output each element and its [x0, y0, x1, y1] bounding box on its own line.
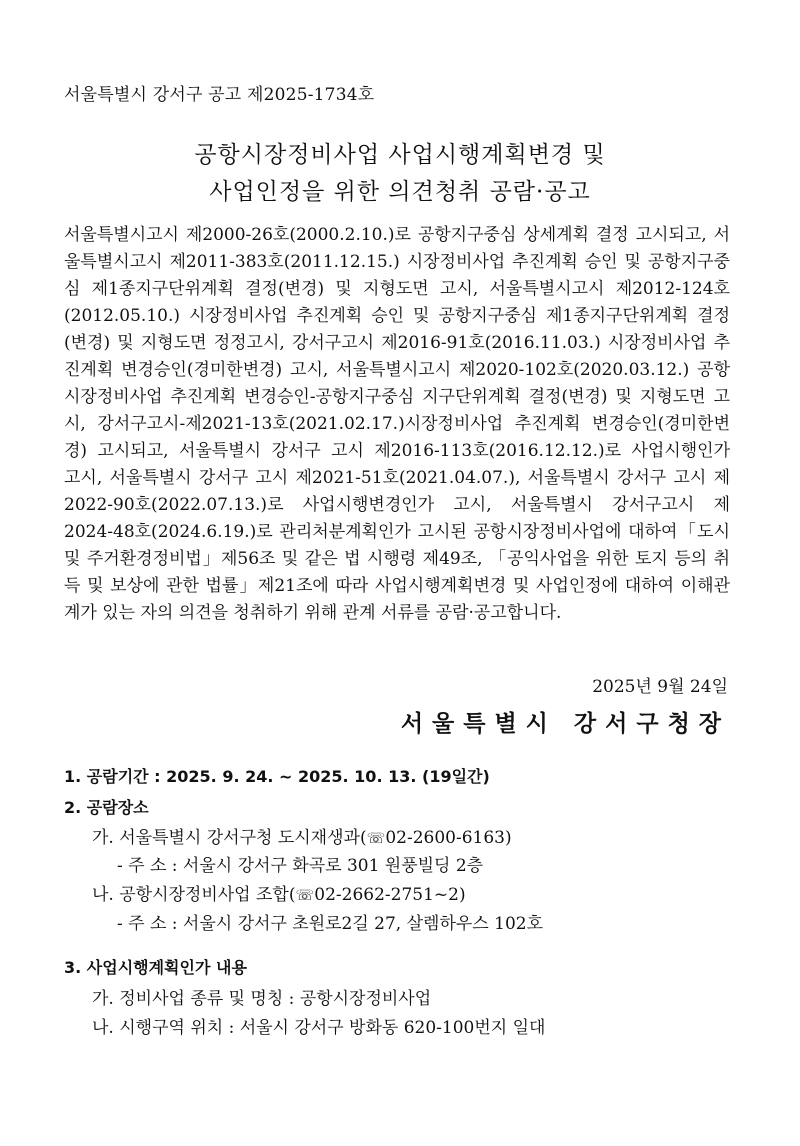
notice-date: 2025년 9월 24일 — [592, 677, 728, 697]
body-line: 2024-48호(2024.6.19.)로 관리처분계획인가 고시된 공항시장정비사업에 대하여「도시 — [64, 522, 730, 542]
body-line: (변경) 및 지형도면 정정고시, 강서구고시 제2016-91호(2016.11.03.) 시장정비사업 추 — [64, 333, 730, 353]
notice-number: 서울특별시 강서구 공고 제2025-1734호 — [64, 85, 375, 105]
place-a-name: 가. 서울특별시 강서구청 도시재생과( — [92, 828, 367, 848]
section-period: 1. 공람기간 : 2025. 9. 24. ~ 2025. 10. 13. (19일간) — [64, 767, 490, 786]
content-item-type: 가. 정비사업 종류 및 명칭 : 공항시장정비사업 — [92, 989, 432, 1009]
content-item-location: 나. 시행구역 위치 : 서울시 강서구 방화동 620-100번지 일대 — [92, 1018, 546, 1038]
place-a-phone: 02-2600-6163) — [385, 828, 512, 848]
body-line: 시장정비사업 추진계획 변경승인-공항지구중심 지구단위계획 결정(변경) 및 지형도면 고 — [64, 387, 730, 407]
issuer-name: 서울특별시 강서구청장 — [400, 710, 730, 737]
body-line: 서울특별시고시 제2000-26호(2000.2.10.)로 공항지구중심 상세계획 결정 고시되고, 서 — [64, 225, 730, 245]
body-line: (2012.05.10.) 시장정비사업 추진계획 승인 및 공항지구중심 제1종지구단위계획 결정 — [64, 306, 730, 326]
place-b-address: - 주 소 : 서울시 강서구 초원로2길 27, 살렘하우스 102호 — [117, 914, 544, 934]
body-line: 및 주거환경정비법」제56조 및 같은 법 시행령 제49조, 「공익사업을 위한 토지 등의 취 — [64, 549, 730, 569]
place-b — [92, 880, 466, 905]
notice-title-line-2: 사업인정을 위한 의견청취 공람·공고 — [209, 179, 591, 205]
body-line: 시, 강서구고시-제2021-13호(2021.02.17.)시장정비사업 추진계획 변경승인(경미한변 — [64, 414, 730, 434]
body-line: 득 및 보상에 관한 법률」제21조에 따라 사업시행계획변경 및 사업인정에 대하여 이해관 — [64, 576, 730, 596]
body-line: 계가 있는 자의 의견을 청취하기 위해 관계 서류를 공람·공고합니다. — [64, 603, 562, 623]
body-line: 진계획 변경승인(경미한변경) 고시, 서울특별시고시 제2020-102호(2020.03.12.) 공항 — [64, 360, 730, 380]
place-b-name: 나. 공항시장정비사업 조합( — [92, 885, 296, 905]
notice-title-line-1: 공항시장정비사업 사업시행계획변경 및 — [194, 142, 606, 168]
section-content-heading: 3. 사업시행계획인가 내용 — [64, 958, 247, 977]
phone-icon: ☏ — [295, 886, 315, 904]
body-line: 심 제1종지구단위계획 결정(변경) 및 지형도면 고시, 서울특별시고시 제2012-124호 — [64, 279, 730, 299]
body-line: 경) 고시되고, 서울특별시 강서구 고시 제2016-113호(2016.12.12.)로 사업시행인가 — [64, 441, 730, 461]
place-a-address: - 주 소 : 서울시 강서구 화곡로 301 원풍빌딩 2층 — [117, 856, 484, 876]
body-line: 2022-90호(2022.07.13.)로 사업시행변경인가 고시, 서울특별시 강서구고시 제 — [64, 495, 730, 515]
place-a — [92, 823, 512, 848]
phone-icon: ☏ — [366, 829, 386, 847]
body-line: 고시, 서울특별시 강서구 고시 제2021-51호(2021.04.07.), 서울특별시 강서구 고시 제 — [64, 468, 730, 488]
section-place-heading: 2. 공람장소 — [64, 798, 149, 817]
body-line: 울특별시고시 제2011-383호(2011.12.15.) 시장정비사업 추진계획 승인 및 공항지구중 — [64, 252, 730, 272]
place-b-phone: 02-2662-2751~2) — [314, 885, 466, 905]
